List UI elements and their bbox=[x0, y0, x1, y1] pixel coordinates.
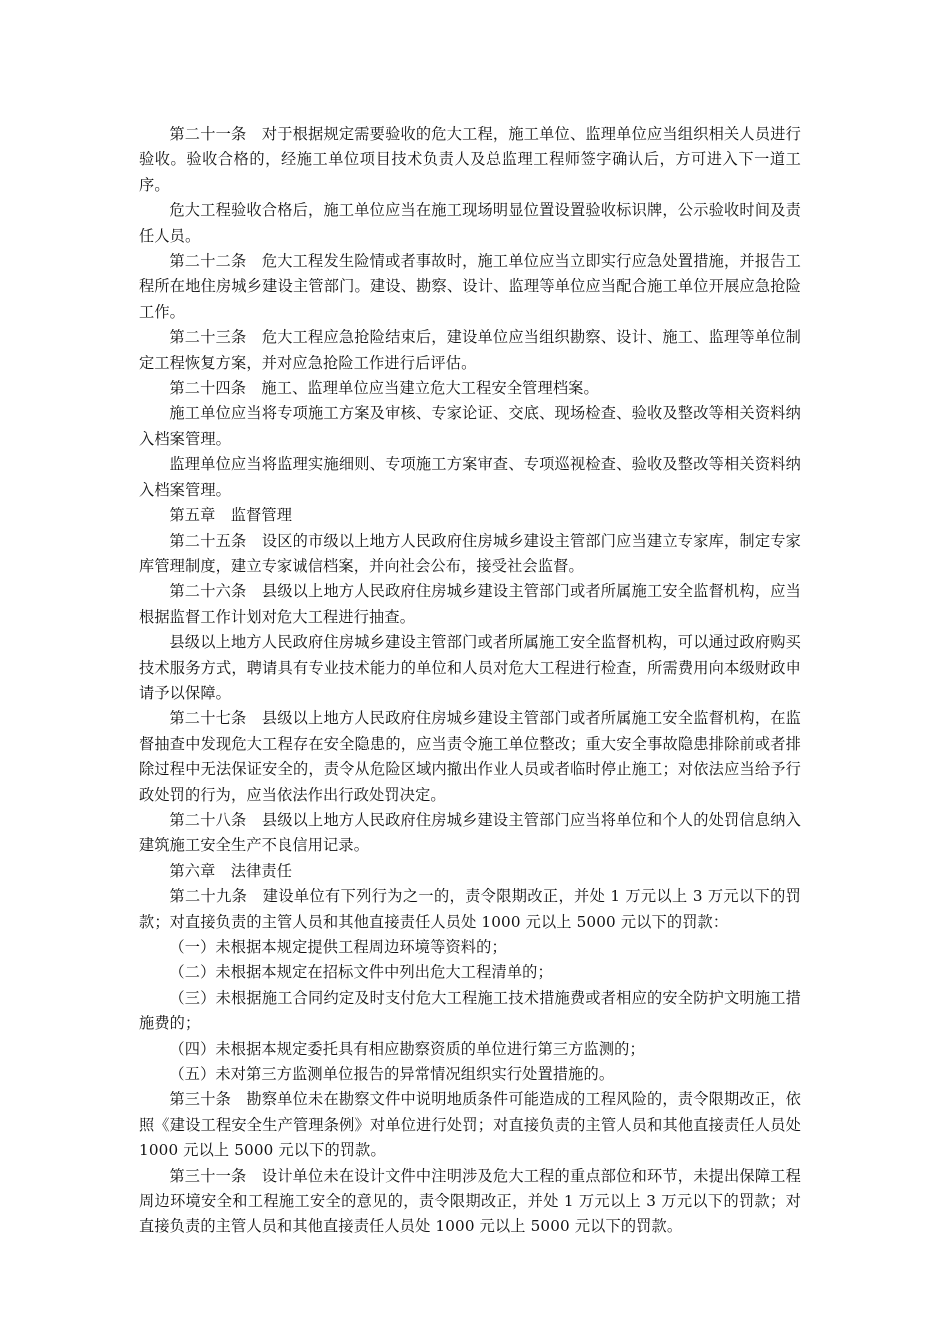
paragraph-article-28: 第二十八条 县级以上地方人民政府住房城乡建设主管部门应当将单位和个人的处罚信息纳入建筑施工安全生产不良信用记录。 bbox=[139, 810, 801, 855]
paragraph: 危大工程验收合格后，施工单位应当在施工现场明显位置设置验收标识牌，公示验收时间及责任人员。 bbox=[139, 201, 801, 245]
paragraph: 县级以上地方人民政府住房城乡建设主管部门或者所属施工安全监督机构，可以通过政府购买技术服务方式，聘请具有专业技术能力的单位和人员对危大工程进行检查，所需费用向本级财政申请予以保障。 bbox=[139, 633, 801, 702]
list-item: （五）未对第三方监测单位报告的异常情况组织实行处置措施的。 bbox=[169, 1065, 615, 1084]
paragraph-article-30: 第三十条 勘察单位未在勘察文件中说明地质条件可能造成的工程风险的，责令限期改正，依照《建设工程安全生产管理条例》对单位进行处罚；对直接负责的主管人员和其他直接责任人员处 1000 元以上 5000 元以下的罚款。 bbox=[139, 1090, 801, 1160]
paragraph-article-29: 第二十九条 建设单位有下列行为之一的，责令限期改正，并处 1 万元以上 3 万元以下的罚款；对直接负责的主管人员和其他直接责任人员处 1000 元以上 5000 元以下的罚款： bbox=[139, 887, 801, 931]
list-item: （三）未根据施工合同约定及时支付危大工程施工技术措施费或者相应的安全防护文明施工措施费的； bbox=[139, 988, 801, 1033]
paragraph-article-25: 第二十五条 设区的市级以上地方人民政府住房城乡建设主管部门应当建立专家库，制定专家库管理制度，建立专家诚信档案，并向社会公布，接受社会监督。 bbox=[139, 531, 801, 575]
chapter-heading-5: 第五章 监督管理 bbox=[169, 506, 293, 525]
paragraph-article-26: 第二十六条 县级以上地方人民政府住房城乡建设主管部门或者所属施工安全监督机构，应当根据监督工作计划对危大工程进行抽查。 bbox=[139, 582, 801, 626]
paragraph-article-22: 第二十二条 危大工程发生险情或者事故时，施工单位应当立即实行应急处置措施，并报告工程所在地住房城乡建设主管部门。建设、勘察、设计、监理等单位应当配合施工单位开展应急抢险工作。 bbox=[139, 252, 801, 321]
paragraph: 监理单位应当将监理实施细则、专项施工方案审查、专项巡视检查、验收及整改等相关资料纳入档案管理。 bbox=[139, 455, 801, 499]
document-body bbox=[139, 122, 801, 1240]
paragraph-article-31: 第三十一条 设计单位未在设计文件中注明涉及危大工程的重点部位和环节，未提出保障工程周边环境安全和工程施工安全的意见的，责令限期改正，并处 1 万元以上 3 万元以下的罚款；对直接负责的主管人员和其他直接责任人员处 1000 元以上 5000 元以下的罚款。 bbox=[139, 1166, 801, 1236]
list-item: （四）未根据本规定委托具有相应勘察资质的单位进行第三方监测的； bbox=[169, 1039, 645, 1058]
paragraph: 施工单位应当将专项施工方案及审核、专家论证、交底、现场检查、验收及整改等相关资料纳入档案管理。 bbox=[139, 404, 801, 448]
paragraph-article-23: 第二十三条 危大工程应急抢险结束后，建设单位应当组织勘察、设计、施工、监理等单位制定工程恢复方案，并对应急抢险工作进行后评估。 bbox=[139, 328, 801, 372]
paragraph-article-27: 第二十七条 县级以上地方人民政府住房城乡建设主管部门或者所属施工安全监督机构，在监督抽查中发现危大工程存在安全隐患的，应当责令施工单位整改；重大安全事故隐患排除前或者排除过程中无法保证安全的，责令从危险区域内撤出作业人员或者临时停止施工；对依法应当给予行政处罚的行为，应当依法作出行政处罚决定。 bbox=[139, 709, 801, 804]
list-item: （二）未根据本规定在招标文件中列出危大工程清单的； bbox=[169, 963, 553, 982]
paragraph-article-21: 第二十一条 对于根据规定需要验收的危大工程，施工单位、监理单位应当组织相关人员进行验收。验收合格的，经施工单位项目技术负责人及总监理工程师签字确认后，方可进入下一道工序。 bbox=[139, 125, 801, 194]
paragraph-article-24: 第二十四条 施工、监理单位应当建立危大工程安全管理档案。 bbox=[169, 379, 599, 398]
list-item: （一）未根据本规定提供工程周边环境等资料的； bbox=[169, 938, 507, 956]
chapter-heading-6: 第六章 法律责任 bbox=[169, 861, 293, 880]
